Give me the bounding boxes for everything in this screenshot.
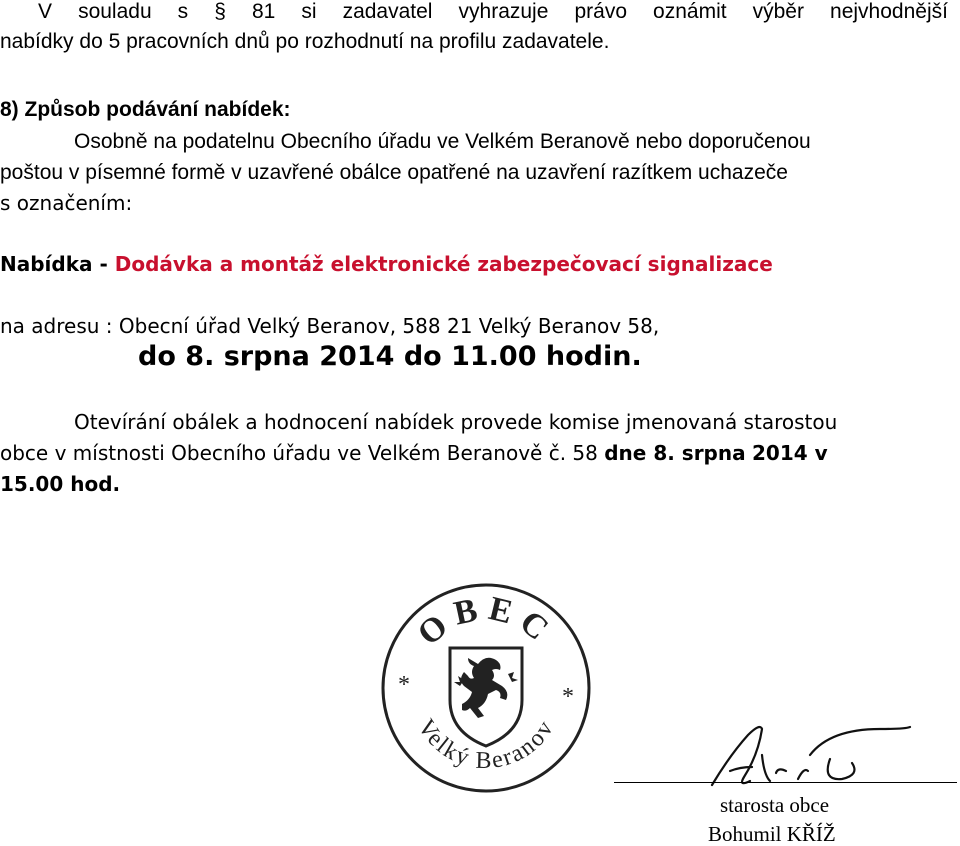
intro-word: výběr	[752, 0, 804, 23]
signatory-name: Bohumil KŘÍŽ	[708, 822, 836, 846]
intro-word: s	[177, 0, 189, 23]
stamp-bottom-text: Velký Beranov	[412, 714, 560, 775]
stamp-star-left: *	[398, 672, 410, 698]
intro-word: §	[214, 0, 226, 23]
offer-line	[0, 252, 773, 276]
intro-word: V	[38, 0, 53, 23]
stamp-star-right: *	[562, 684, 574, 710]
intro-word: nejvhodnější	[830, 0, 948, 23]
deadline: do 8. srpna 2014 do 11.00 hodin.	[138, 341, 642, 372]
intro-word: 81	[251, 0, 276, 23]
stamp-top-text: OBEC	[410, 589, 562, 653]
intro-word: právo	[574, 0, 627, 23]
intro-word: zadavatel	[342, 0, 433, 23]
section-heading: 8) Způsob podávání nabídek:	[0, 98, 291, 121]
submission-line-2: poštou v písemné formě v uzavřené obálce opatřené na uzavření razítkem uchazeče	[0, 161, 788, 184]
opening-time: 15.00 hod.	[0, 472, 121, 496]
opening-line-2-text: obce v místnosti Obecního úřadu ve Velkém Beranově č. 58	[0, 441, 598, 465]
offer-title: Dodávka a montáž elektronické zabezpečovací signalizace	[114, 252, 773, 276]
intro-line-1	[38, 0, 948, 24]
coat-of-arms-icon	[450, 648, 522, 746]
opening-line-2	[0, 441, 828, 465]
opening-date: dne 8. srpna	[604, 441, 746, 465]
intro-word: souladu	[78, 0, 152, 23]
opening-date-year: 2014 v	[751, 441, 828, 465]
intro-word: oznámit	[653, 0, 727, 23]
opening-line-1: Otevírání obálek a hodnocení nabídek provede komise jmenovaná starostou	[74, 410, 838, 434]
submission-line-3: s označením:	[0, 191, 133, 215]
submission-line-1: Osobně na podatelnu Obecního úřadu ve Velkém Beranově nebo doporučenou	[74, 130, 811, 153]
address-line: na adresu : Obecní úřad Velký Beranov, 588 21 Velký Beranov 58,	[0, 314, 660, 338]
municipal-stamp	[378, 580, 594, 796]
handwritten-signature	[700, 715, 920, 795]
signature-line	[614, 782, 957, 783]
intro-word: si	[301, 0, 317, 23]
intro-line-2: nabídky do 5 pracovních dnů po rozhodnutí na profilu zadavatele.	[0, 30, 610, 53]
intro-word: vyhrazuje	[458, 0, 549, 23]
signatory-role: starosta obce	[720, 793, 830, 817]
offer-label: Nabídka -	[0, 252, 108, 276]
